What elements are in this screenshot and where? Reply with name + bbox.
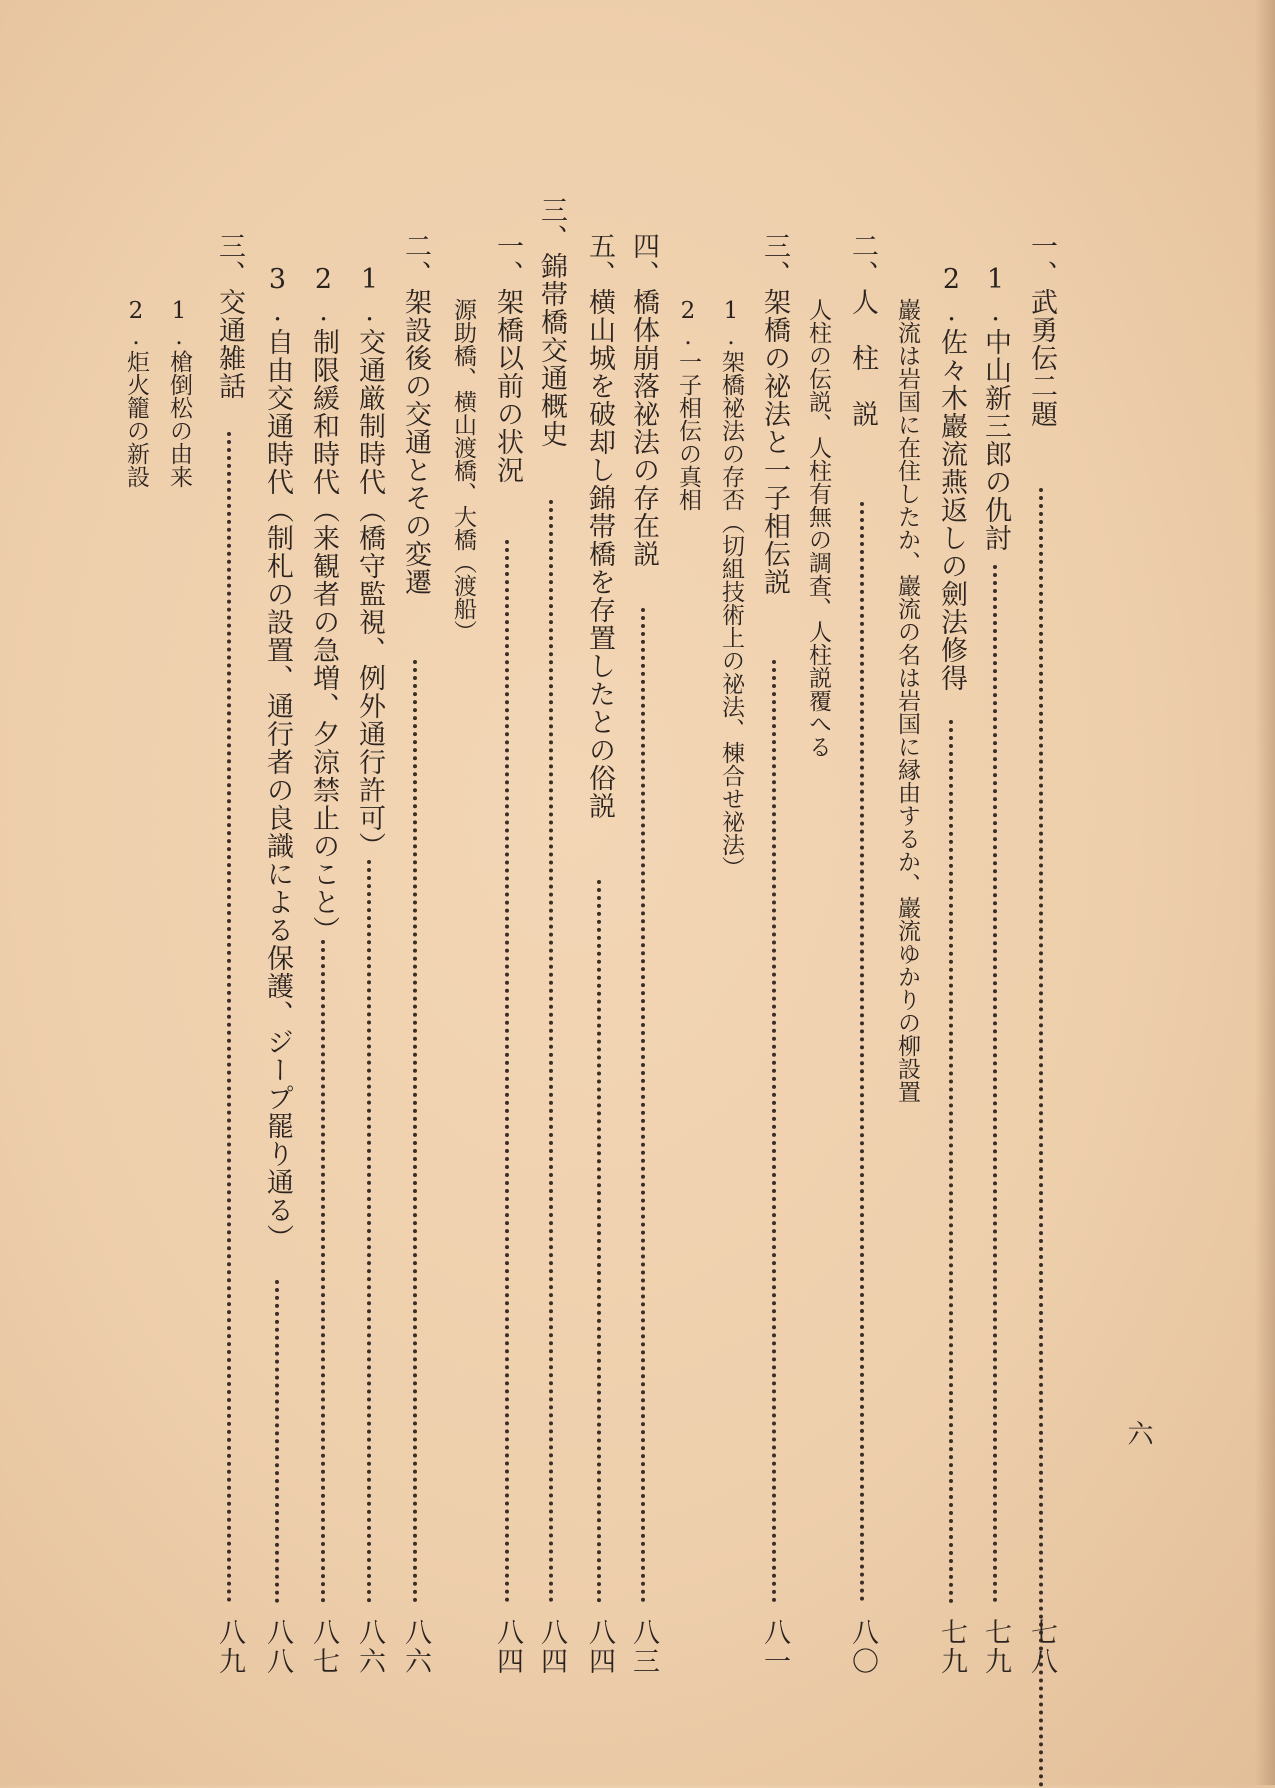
leader-dots-3 xyxy=(949,720,953,1604)
leader-dots-5 xyxy=(860,502,864,1602)
paper-edge-shading xyxy=(1255,0,1275,1785)
toc-page-19: 八九 xyxy=(214,1618,245,1676)
toc-entry-15: 二、架設後の交通とその変遷 xyxy=(400,232,431,596)
leader-dots-7 xyxy=(772,660,776,1603)
toc-page-3: 七九 xyxy=(936,1618,967,1676)
toc-page-1: 七八 xyxy=(1026,1618,1057,1676)
leader-dots-2 xyxy=(993,565,997,1603)
toc-page-2: 七九 xyxy=(980,1618,1011,1676)
toc-entry-4: 巖流は岩国に在住したか、巖流の名は岩国に縁由するか、巖流ゆかりの柳設置 xyxy=(894,298,920,1103)
leader-dots-15 xyxy=(413,660,417,1603)
toc-entry-18: 3.自由交通時代（制札の設置、通行者の良識による保護、ジープ罷り通る） xyxy=(262,264,293,1252)
page-number: 六 xyxy=(1123,1420,1153,1446)
toc-entry-14: 源助橋、横山渡橋、大橋（渡船） xyxy=(450,298,476,643)
toc-entry-12: 三、錦帯橋交通概史 xyxy=(536,196,567,448)
toc-entry-17: 2.制限緩和時代（来観者の急増、夕涼禁止のこと） xyxy=(308,264,339,944)
toc-entry-11: 五、横山城を破却し錦帯橋を存置したとの俗説 xyxy=(584,232,615,820)
toc-entry-10: 四、橋体崩落祕法の存在説 xyxy=(628,232,659,568)
leader-dots-10 xyxy=(641,608,645,1603)
leader-dots-17 xyxy=(321,940,325,1603)
leader-dots-12 xyxy=(549,500,553,1603)
toc-page-17: 八七 xyxy=(308,1618,339,1676)
toc-page-5: 八〇 xyxy=(847,1618,878,1676)
toc-entry-19: 三、交通雑話 xyxy=(214,232,245,400)
toc-page-12: 八四 xyxy=(536,1618,567,1676)
toc-page-15: 八六 xyxy=(400,1618,431,1676)
toc-page-16: 八六 xyxy=(354,1618,385,1676)
leader-dots-18 xyxy=(275,1280,279,1603)
leader-dots-11 xyxy=(597,880,601,1603)
leader-dots-13 xyxy=(505,540,509,1603)
toc-entry-21: 2.炬火籠の新設 xyxy=(123,298,149,488)
toc-entry-3: 2.佐々木巖流燕返しの劍法修得 xyxy=(936,264,967,692)
toc-page-13: 八四 xyxy=(492,1618,523,1676)
leader-dots-16 xyxy=(367,860,371,1603)
toc-page-11: 八四 xyxy=(584,1618,615,1676)
toc-entry-7: 三、架橋の祕法と一子相伝説 xyxy=(759,232,790,596)
toc-entry-5: 二、人 柱 説 xyxy=(847,232,878,428)
toc-entry-2: 1.中山新三郎の仇討 xyxy=(980,264,1011,552)
toc-entry-9: 2.一子相伝の真相 xyxy=(675,298,701,511)
toc-entry-6: 人柱の伝説、人柱有無の調査、人柱説覆へる xyxy=(805,298,831,758)
toc-page-7: 八一 xyxy=(759,1618,790,1676)
toc-entry-1: 一、武勇伝二題 xyxy=(1026,232,1057,428)
toc-entry-8: 1.架橋祕法の存否（切組技術上の祕法、棟合せ祕法） xyxy=(718,298,744,879)
toc-page-18: 八八 xyxy=(262,1618,293,1676)
toc-page-10: 八三 xyxy=(628,1618,659,1676)
leader-dots-1 xyxy=(1039,488,1043,1788)
toc-entry-20: 1.槍倒松の由来 xyxy=(166,298,192,488)
toc-entry-16: 1.交通厳制時代（橋守監視、例外通行許可） xyxy=(354,264,385,860)
leader-dots-19 xyxy=(227,432,231,1603)
toc-entry-13: 一、架橋以前の状況 xyxy=(492,232,523,484)
